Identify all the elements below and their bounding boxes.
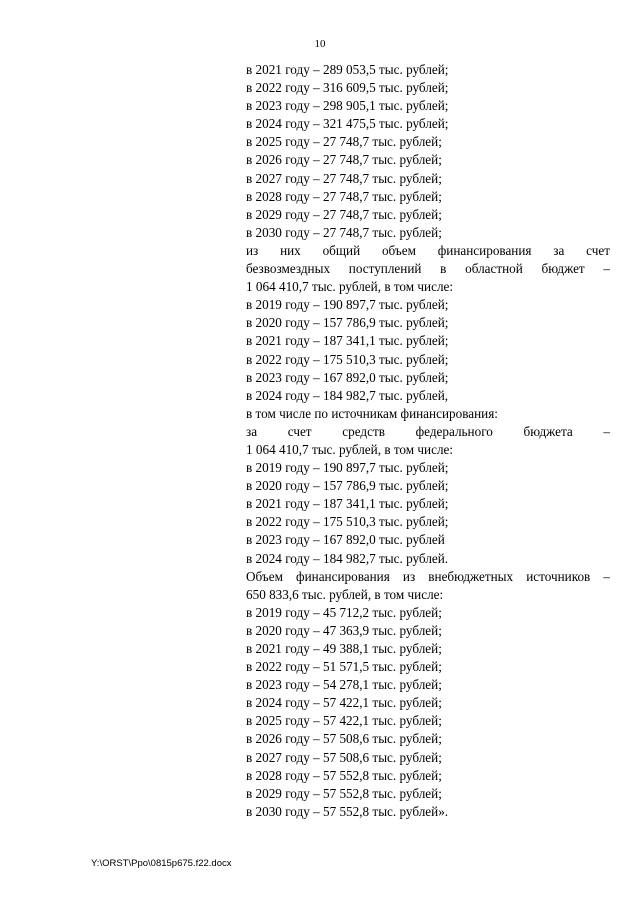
text-line: в 2021 году – 289 053,5 тыс. рублей; <box>246 62 449 77</box>
page-number: 10 <box>314 38 326 50</box>
text-line: в 2026 году – 27 748,7 тыс. рублей; <box>246 152 442 168</box>
text-line: в 2030 году – 27 748,7 тыс. рублей; <box>246 224 442 240</box>
document-body <box>246 61 610 821</box>
text-line: в 2022 году – 316 609,5 тыс. рублей; <box>246 80 449 96</box>
text-line: в 2029 году – 57 552,8 тыс. рублей; <box>246 785 442 801</box>
text-line: в 2020 году – 157 786,9 тыс. рублей; <box>246 478 449 494</box>
text-line: в 2023 году – 298 905,1 тыс. рублей; <box>246 98 449 114</box>
text-line: в 2029 году – 27 748,7 тыс. рублей; <box>246 206 442 222</box>
text-line: за счет средств федерального бюджета – <box>246 423 610 439</box>
text-line: в 2025 году – 27 748,7 тыс. рублей; <box>246 134 442 150</box>
text-line: в 2021 году – 187 341,1 тыс. рублей; <box>246 333 449 349</box>
text-line: в 2021 году – 187 341,1 тыс. рублей; <box>246 496 449 512</box>
text-line: в 2020 году – 47 363,9 тыс. рублей; <box>246 622 442 638</box>
text-line: в 2028 году – 27 748,7 тыс. рублей; <box>246 188 442 204</box>
text-line: 1 064 410,7 тыс. рублей, в том числе: <box>246 441 454 457</box>
text-line: безвозмездных поступлений в областной бюджет – <box>246 261 610 277</box>
text-line: в 2019 году – 190 897,7 тыс. рублей; <box>246 460 449 476</box>
text-line: в 2027 году – 57 508,6 тыс. рублей; <box>246 749 442 765</box>
text-line: в 2022 году – 175 510,3 тыс. рублей; <box>246 351 449 367</box>
text-line: в 2024 году – 184 982,7 тыс. рублей. <box>246 550 449 566</box>
text-line: из них общий объем финансирования за счет <box>246 242 610 258</box>
text-line: в 2020 году – 157 786,9 тыс. рублей; <box>246 315 449 331</box>
text-line: в 2030 году – 57 552,8 тыс. рублей». <box>246 803 449 819</box>
text-line: в 2023 году – 167 892,0 тыс. рублей <box>246 532 445 548</box>
text-line: в 2022 году – 175 510,3 тыс. рублей; <box>246 514 449 530</box>
footer-file-path: Y:\ORST\Ppo\0815p675.f22.docx <box>91 858 232 869</box>
text-line: 1 064 410,7 тыс. рублей, в том числе: <box>246 279 454 295</box>
text-line: в 2027 году – 27 748,7 тыс. рублей; <box>246 170 442 186</box>
text-line: 650 833,6 тыс. рублей, в том числе: <box>246 586 444 602</box>
text-line: в 2026 году – 57 508,6 тыс. рублей; <box>246 731 442 747</box>
text-line: в 2025 году – 57 422,1 тыс. рублей; <box>246 713 442 729</box>
text-line: в 2024 году – 184 982,7 тыс. рублей, <box>246 387 449 403</box>
text-line: в 2024 году – 321 475,5 тыс. рублей; <box>246 116 449 132</box>
text-line: в 2019 году – 190 897,7 тыс. рублей; <box>246 297 449 313</box>
text-line: в 2028 году – 57 552,8 тыс. рублей; <box>246 767 442 783</box>
text-line: в 2021 году – 49 388,1 тыс. рублей; <box>246 641 442 656</box>
text-line: в 2023 году – 167 892,0 тыс. рублей; <box>246 369 449 385</box>
text-line: Объем финансирования из внебюджетных источников – <box>246 568 610 584</box>
text-line: в 2024 году – 57 422,1 тыс. рублей; <box>246 695 442 711</box>
text-line: в 2019 году – 45 712,2 тыс. рублей; <box>246 604 442 620</box>
text-line: в том числе по источникам финансирования: <box>246 405 498 421</box>
text-line: в 2022 году – 51 571,5 тыс. рублей; <box>246 659 442 675</box>
text-line: в 2023 году – 54 278,1 тыс. рублей; <box>246 677 442 693</box>
